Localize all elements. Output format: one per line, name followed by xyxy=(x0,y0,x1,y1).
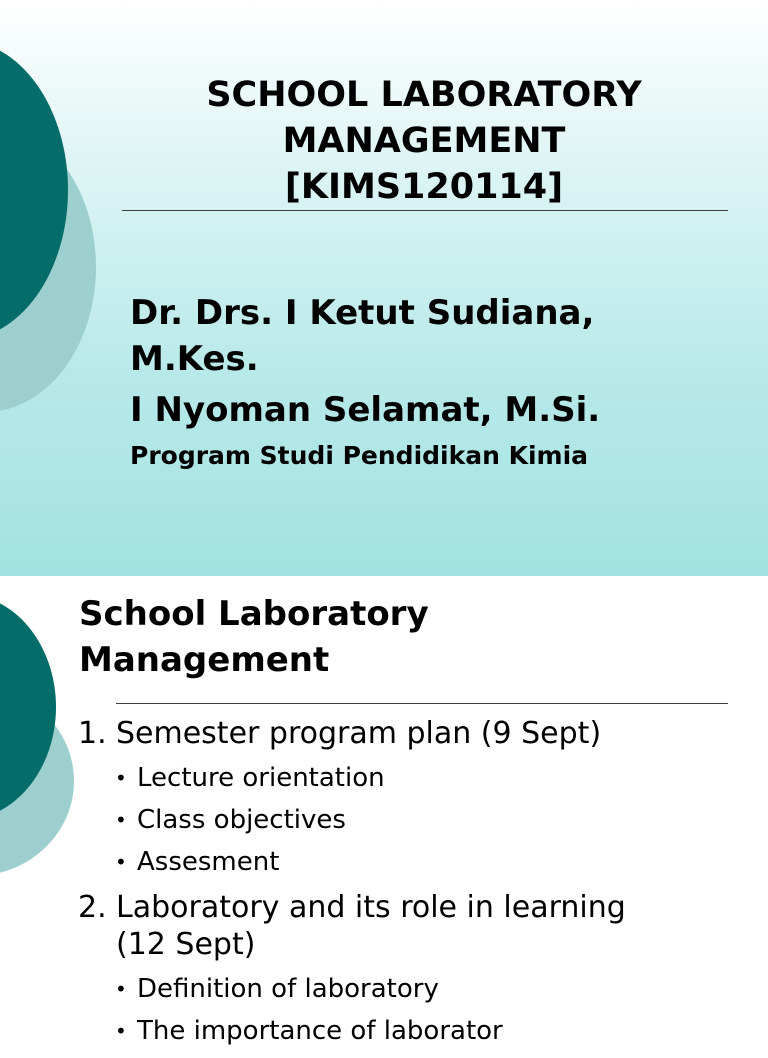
sub-list xyxy=(0,968,768,1052)
heading-divider xyxy=(116,703,728,704)
list-item xyxy=(115,799,768,841)
bullet-icon: • xyxy=(115,766,127,790)
slide-heading-line: School Laboratory xyxy=(79,594,429,634)
list-item xyxy=(115,1010,768,1052)
item-number: 2. xyxy=(78,890,107,925)
slide-title-line: MANAGEMENT xyxy=(282,121,566,161)
list-item-text: Definition of laboratory xyxy=(137,974,439,1004)
bullet-icon: • xyxy=(115,1019,127,1043)
bullet-icon: • xyxy=(115,808,127,832)
slide-title-line: [KIMS120114] xyxy=(284,167,564,207)
item-text: Laboratory and its role in learning xyxy=(116,890,626,925)
title-divider xyxy=(122,210,728,211)
author-1-line: Dr. Drs. I Ketut Sudiana, xyxy=(130,293,595,333)
item-number: 1. xyxy=(78,716,107,751)
list-item xyxy=(115,968,768,1010)
outline-item xyxy=(78,889,716,963)
list-item-text: The importance of laborator xyxy=(137,1016,503,1046)
slide-title xyxy=(120,72,728,210)
list-item-text: Class objectives xyxy=(137,805,346,835)
item-text: Semester program plan (9 Sept) xyxy=(116,716,602,751)
slide-heading xyxy=(79,591,719,683)
list-item xyxy=(115,757,768,799)
list-item-text: Lecture orientation xyxy=(137,763,385,793)
list-item xyxy=(115,841,768,883)
list-item-text: Assesment xyxy=(137,847,280,877)
slide-title-line: SCHOOL LABORATORY xyxy=(206,75,642,115)
bullet-icon: • xyxy=(115,850,127,874)
sub-list xyxy=(0,757,768,883)
author-2: I Nyoman Selamat, M.Si. xyxy=(130,390,601,430)
author-1-line: M.Kes. xyxy=(130,339,259,379)
author-1 xyxy=(130,290,730,382)
item-text: (12 Sept) xyxy=(116,927,256,962)
bullet-icon: • xyxy=(115,977,127,1001)
outline-item xyxy=(78,715,716,752)
program-name: Program Studi Pendidikan Kimia xyxy=(130,441,589,470)
outline-list xyxy=(0,715,768,1058)
slide-heading-line: Management xyxy=(79,640,330,680)
